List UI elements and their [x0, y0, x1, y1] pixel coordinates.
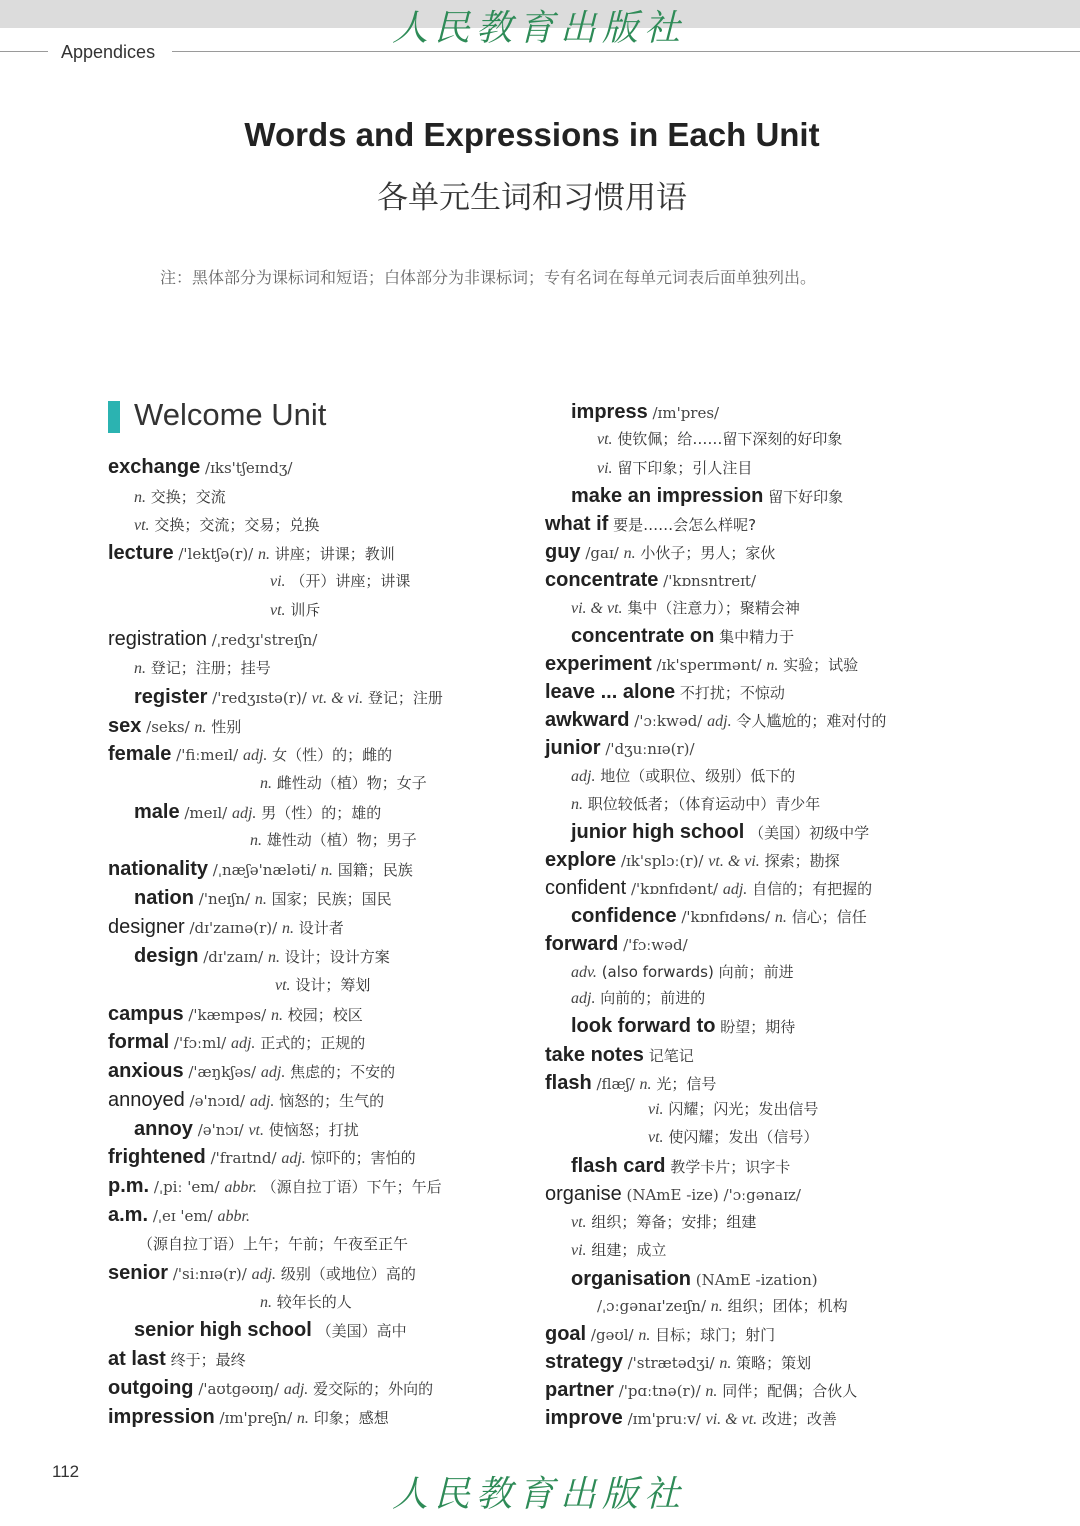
definition: 使恼怒；打扰 [268, 1121, 359, 1139]
part-of-speech: n. [260, 775, 272, 792]
definition: 信心；信任 [791, 908, 867, 926]
headword: look forward to [571, 1015, 716, 1037]
header-rule [0, 51, 48, 52]
glossary-entry [571, 1155, 790, 1178]
headword: strategy [545, 1351, 623, 1373]
phonetic: /'kɒnsntreɪt/ [663, 572, 756, 590]
phonetic: /dɪ'zaɪn/ [203, 948, 264, 966]
glossary-entry [134, 887, 392, 911]
headword: anxious [108, 1060, 184, 1082]
part-of-speech: vi. & vt. [705, 1411, 758, 1428]
phonetic: /dɪ'zaɪnə(r)/ [189, 919, 278, 937]
phonetic: /ˌɔːgənaɪ'zeɪʃn/ [597, 1297, 706, 1315]
definition: 集中精力于 [719, 628, 795, 646]
headword: goal [545, 1323, 587, 1345]
glossary-entry [597, 428, 842, 451]
part-of-speech: n. [705, 1383, 718, 1400]
headword: concentrate on [571, 625, 715, 647]
part-of-speech: vt. [597, 431, 613, 448]
part-of-speech: n. [134, 660, 146, 677]
phonetic: /flæʃ/ [596, 1075, 635, 1093]
glossary-entry [108, 1175, 442, 1199]
definition: 教学卡片；识字卡 [670, 1158, 791, 1176]
glossary-entry [108, 1003, 363, 1027]
part-of-speech: adj. [231, 805, 257, 822]
part-of-speech: n. [639, 1076, 652, 1093]
glossary-entry [108, 743, 392, 767]
definition: 交换；交流；交易；兑换 [154, 516, 320, 534]
glossary-entry [134, 486, 226, 509]
glossary-entry [134, 514, 319, 537]
definition: 终于；最终 [170, 1351, 246, 1369]
glossary-entry [108, 1406, 389, 1430]
phonetic: /'lektʃə(r)/ [178, 545, 254, 563]
part-of-speech: vt. [270, 602, 286, 619]
glossary-entry [108, 1377, 433, 1401]
headword: designer [108, 916, 185, 938]
definition: 光；信号 [656, 1075, 717, 1093]
part-of-speech: vt. [134, 517, 150, 534]
headword: take notes [545, 1044, 644, 1066]
glossary-entry [545, 513, 756, 536]
definition: (also forwards) 向前；前进 [601, 963, 794, 981]
part-of-speech: adj. [722, 881, 748, 898]
phonetic: (NAmE -ize) /'ɔːgənaɪz/ [626, 1186, 801, 1204]
definition: 职位较低者；（体育运动中）青少年 [587, 795, 821, 813]
glossary-entry [134, 686, 443, 710]
glossary-entry [545, 849, 840, 873]
part-of-speech: n. [320, 862, 333, 879]
glossary-entry [108, 1204, 250, 1228]
headword: guy [545, 541, 581, 563]
part-of-speech: n. [260, 1294, 272, 1311]
definition: 男（性）的；雄的 [261, 804, 382, 822]
definition: 闪耀；闪光；发出信号 [668, 1100, 819, 1118]
headword: explore [545, 849, 617, 871]
headword: register [134, 686, 208, 708]
headword: female [108, 743, 172, 765]
headword: formal [108, 1031, 170, 1053]
headword: registration [108, 628, 207, 650]
definition: 性别 [211, 718, 242, 736]
glossary-entry [108, 1089, 384, 1113]
part-of-speech: n. [766, 657, 779, 674]
glossary-entry [270, 599, 320, 622]
glossary-entry [545, 1407, 837, 1431]
glossary-entry [260, 772, 427, 795]
glossary-entry [108, 1031, 365, 1055]
headword: junior high school [571, 821, 745, 843]
definition: 级别（或地位）高的 [280, 1265, 416, 1283]
part-of-speech: n. [774, 909, 787, 926]
part-of-speech: adj. [242, 747, 268, 764]
headword: leave ... alone [545, 681, 676, 703]
headword: partner [545, 1379, 614, 1401]
phonetic: /'fraɪtnd/ [210, 1149, 277, 1167]
definition: 策略；策划 [736, 1354, 812, 1372]
headword: improve [545, 1407, 623, 1429]
phonetic: /seks/ [146, 718, 190, 736]
glossary-entry [545, 1379, 857, 1403]
headword: junior [545, 737, 601, 759]
glossary-entry [571, 1015, 795, 1038]
definition: 印象；感想 [313, 1409, 389, 1427]
phonetic: /'pɑːtnə(r)/ [618, 1382, 701, 1400]
headword: p.m. [108, 1175, 150, 1197]
headword: awkward [545, 709, 630, 731]
unit-title: Welcome Unit [134, 397, 327, 432]
part-of-speech: vi. [648, 1101, 664, 1118]
headword: senior [108, 1262, 169, 1284]
glossary-entry [545, 1351, 811, 1375]
definition: 同伴；配偶；合伙人 [722, 1382, 858, 1400]
glossary-entry [270, 570, 410, 593]
part-of-speech: adj. [283, 1381, 309, 1398]
glossary-entry [545, 1044, 694, 1067]
headword: flash [545, 1072, 592, 1094]
definition: （美国）高中 [316, 1322, 407, 1340]
glossary-entry [571, 485, 843, 508]
definition: 爱交际的；外向的 [313, 1380, 434, 1398]
headword: flash card [571, 1155, 666, 1177]
phonetic: /'neɪʃn/ [198, 890, 251, 908]
headword: annoyed [108, 1089, 185, 1111]
phonetic: /'fiːmeɪl/ [176, 746, 239, 764]
headword: male [134, 801, 180, 823]
glossary-entry [571, 1211, 756, 1234]
phonetic: /'aʊtgəʊɪŋ/ [198, 1380, 280, 1398]
glossary-entry [108, 715, 241, 739]
unit-marker [108, 401, 120, 433]
part-of-speech: n. [258, 546, 271, 563]
definition: 使闪耀；发出（信号） [668, 1128, 819, 1146]
definition: 设计者 [298, 919, 344, 937]
definition: 不打扰；不惊动 [679, 684, 785, 702]
definition: 惊吓的；害怕的 [310, 1149, 416, 1167]
phonetic: /'kɒnfɪdənt/ [630, 880, 719, 898]
glossary-entry [138, 1233, 408, 1255]
part-of-speech: n. [194, 719, 207, 736]
phonetic: /ɪk'splɔː(r)/ [620, 852, 704, 870]
part-of-speech: vi. [571, 1242, 587, 1259]
headword: lecture [108, 542, 174, 564]
phonetic: /ɪks'tʃeɪndʒ/ [205, 459, 293, 477]
glossary-entry [545, 681, 785, 704]
glossary-entry [134, 1319, 407, 1342]
glossary-entry [134, 801, 381, 825]
part-of-speech: vt. & vi. [311, 690, 364, 707]
definition: 改进；改善 [761, 1410, 837, 1428]
headword: organise [545, 1183, 622, 1205]
definition: （源自拉丁语）上午；午前；午夜至正午 [138, 1235, 409, 1253]
definition: 留下印象；引人注目 [617, 459, 753, 477]
glossary-entry [571, 905, 867, 929]
glossary-entry [260, 1291, 352, 1314]
definition: 交换；交流 [150, 488, 226, 506]
part-of-speech: abbr. [224, 1179, 257, 1196]
phonetic: /gaɪ/ [585, 544, 619, 562]
headword: impress [571, 401, 648, 423]
part-of-speech: adj. [571, 768, 596, 785]
glossary-entry [597, 457, 752, 480]
headword: make an impression [571, 485, 764, 507]
definition: 登记；注册 [367, 689, 443, 707]
headword: nation [134, 887, 194, 909]
part-of-speech: adj. [571, 990, 596, 1007]
phonetic: /ˌpiː 'em/ [153, 1178, 220, 1196]
definition: 探索；勘探 [764, 852, 840, 870]
definition: 较年长的人 [276, 1293, 352, 1311]
headword: senior high school [134, 1319, 312, 1341]
headword: nationality [108, 858, 209, 880]
definition: 国籍；民族 [337, 861, 413, 879]
headword: what if [545, 513, 609, 535]
headword: outgoing [108, 1377, 194, 1399]
headword: at last [108, 1348, 166, 1370]
headword: organisation [571, 1268, 692, 1290]
definition: 焦虑的；不安的 [290, 1063, 396, 1081]
phonetic: /'æŋkʃəs/ [188, 1063, 257, 1081]
phonetic: /'redʒɪstə(r)/ [212, 689, 307, 707]
glossary-entry [545, 1183, 801, 1206]
phonetic: /'kæmpəs/ [188, 1006, 267, 1024]
glossary-entry [250, 829, 417, 852]
phonetic: /'strætədʒi/ [627, 1354, 715, 1372]
section-label: Appendices [61, 42, 156, 62]
glossary-entry [571, 1239, 666, 1262]
glossary-entry [571, 821, 869, 844]
legend-note: 注：黑体部分为课标词和短语；白体部分为非课标词；专有名词在每单元词表后面单独列出。 [160, 268, 817, 287]
definition: 令人尴尬的；难对付的 [736, 712, 887, 730]
part-of-speech: abbr. [217, 1208, 250, 1225]
glossary-entry [545, 1323, 775, 1347]
glossary-entry [108, 1348, 246, 1371]
part-of-speech: adj. [249, 1093, 275, 1110]
part-of-speech: n. [296, 1410, 309, 1427]
part-of-speech: n. [719, 1355, 732, 1372]
definition: 组织；团体；机构 [727, 1297, 848, 1315]
part-of-speech: n. [638, 1327, 651, 1344]
page-title-chinese: 各单元生词和习惯用语 [377, 180, 687, 216]
phonetic: /ɪm'pruːv/ [627, 1410, 701, 1428]
headword: a.m. [108, 1204, 149, 1226]
phonetic: /'fɔːml/ [173, 1034, 227, 1052]
part-of-speech: n. [267, 949, 280, 966]
glossary-entry [275, 974, 370, 997]
part-of-speech: vi. [270, 573, 286, 590]
phonetic: /ə'nɔɪ/ [197, 1121, 244, 1139]
part-of-speech: adj. [281, 1150, 306, 1167]
glossary-entry [545, 653, 858, 677]
phonetic: /ɪk'sperɪmənt/ [656, 656, 762, 674]
definition: 雌性动（植）物；女子 [276, 774, 427, 792]
part-of-speech: n. [281, 920, 294, 937]
phonetic: (NAmE -ization) [695, 1271, 818, 1289]
definition: 集中（注意力）；聚精会神 [627, 599, 800, 617]
phonetic: /'kɒnfɪdəns/ [681, 908, 771, 926]
definition: 小伙子；男人；家伙 [640, 544, 776, 562]
glossary-entry [545, 569, 756, 592]
phonetic: /'siːnɪə(r)/ [172, 1265, 247, 1283]
phonetic: /ɪm'preʃn/ [219, 1409, 293, 1427]
definition: 留下好印象 [768, 488, 844, 506]
page-number: 112 [52, 1462, 80, 1481]
definition: 训斥 [290, 601, 321, 619]
glossary-entry [108, 858, 413, 882]
glossary-entry [108, 1060, 395, 1084]
part-of-speech: adj. [251, 1266, 277, 1283]
definition: 登记；注册；挂号 [150, 659, 271, 677]
definition: 恼怒的；生气的 [279, 1092, 385, 1110]
definition: 校园；校区 [287, 1006, 363, 1024]
page-title: Words and Expressions in Each Unit [244, 116, 820, 153]
part-of-speech: adj. [260, 1064, 286, 1081]
headword: confident [545, 877, 627, 899]
definition: （美国）初级中学 [749, 824, 870, 842]
glossary-entry [597, 1295, 848, 1318]
glossary-entry [545, 877, 872, 901]
part-of-speech: n. [134, 489, 146, 506]
glossary-entry [571, 961, 794, 984]
definition: 向前的；前进的 [600, 989, 706, 1007]
headword: frightened [108, 1146, 206, 1168]
glossary-entry [108, 456, 292, 479]
definition: 讲座；讲课；教训 [274, 545, 395, 563]
glossary-entry [108, 916, 344, 940]
glossary-entry [108, 1146, 416, 1170]
part-of-speech: vt. & vi. [708, 853, 760, 870]
definition: 要是……会怎么样呢? [613, 516, 757, 534]
definition: 实验；试验 [783, 656, 859, 674]
headword: confidence [571, 905, 677, 927]
part-of-speech: vi. & vt. [571, 600, 623, 617]
glossary-entry [108, 628, 317, 651]
definition: 自信的；有把握的 [752, 880, 873, 898]
glossary-entry [648, 1126, 818, 1149]
definition: （开）讲座；讲课 [290, 572, 411, 590]
headword: experiment [545, 653, 652, 675]
part-of-speech: adj. [230, 1035, 256, 1052]
part-of-speech: n. [270, 1007, 283, 1024]
glossary-entry [571, 597, 800, 620]
definition: 使钦佩；给……留下深刻的好印象 [617, 430, 843, 448]
definition: 正式的；正规的 [260, 1034, 366, 1052]
part-of-speech: adj. [707, 713, 732, 730]
glossary-entry [545, 1072, 716, 1096]
phonetic: /meɪl/ [184, 804, 228, 822]
glossary-entry [571, 625, 794, 648]
glossary-entry [108, 1262, 416, 1286]
definition: 记笔记 [648, 1047, 694, 1065]
definition: 国家；民族；国民 [271, 890, 392, 908]
part-of-speech: n. [571, 796, 583, 813]
glossary-entry [134, 945, 390, 969]
headword: annoy [134, 1118, 193, 1140]
publisher-watermark: 人民教育出版社 [392, 1474, 687, 1515]
glossary-entry [571, 765, 795, 788]
part-of-speech: vt. [275, 977, 291, 994]
glossary-entry [545, 933, 688, 956]
glossary-entry [571, 793, 820, 816]
header-rule [172, 51, 1080, 52]
phonetic: /ˌredʒɪ'streɪʃn/ [211, 631, 318, 649]
glossary-entry [571, 1268, 818, 1291]
definition: 盼望；期待 [720, 1018, 796, 1036]
glossary-entry [108, 542, 395, 566]
definition: 设计；设计方案 [284, 948, 390, 966]
phonetic: /ɪm'pres/ [652, 404, 720, 422]
glossary-entry [545, 541, 775, 565]
part-of-speech: n. [254, 891, 267, 908]
part-of-speech: vt. [648, 1129, 664, 1146]
glossary-entry [648, 1098, 818, 1121]
headword: design [134, 945, 199, 967]
headword: forward [545, 933, 619, 955]
definition: 组建；成立 [591, 1241, 667, 1259]
glossary-entry [545, 709, 886, 733]
headword: exchange [108, 456, 201, 478]
phonetic: /gəʊl/ [590, 1326, 634, 1344]
phonetic: /ˌnæʃə'næləti/ [212, 861, 317, 879]
definition: 地位（或职位、级别）低下的 [600, 767, 796, 785]
part-of-speech: n. [710, 1298, 723, 1315]
phonetic: /ˌeɪ 'em/ [152, 1207, 213, 1225]
phonetic: /'ɔːkwəd/ [634, 712, 703, 730]
glossary-entry [571, 987, 705, 1010]
part-of-speech: vi. [597, 460, 613, 477]
headword: impression [108, 1406, 215, 1428]
glossary-entry [134, 1118, 359, 1142]
phonetic: /'dʒuːnɪə(r)/ [605, 740, 695, 758]
part-of-speech: vt. [571, 1214, 587, 1231]
publisher-watermark: 人民教育出版社 [392, 8, 687, 49]
glossary-entry [134, 657, 271, 680]
definition: 目标；球门；射门 [655, 1326, 776, 1344]
phonetic: /'fɔːwəd/ [623, 936, 688, 954]
definition: 组织；筹备；安排；组建 [591, 1213, 757, 1231]
headword: campus [108, 1003, 184, 1025]
part-of-speech: adv. [571, 964, 597, 981]
glossary-entry [571, 401, 719, 424]
definition: 女（性）的；雌的 [272, 746, 393, 764]
phonetic: /ə'nɔɪd/ [189, 1092, 246, 1110]
definition: （源自拉丁语）下午；午后 [261, 1178, 442, 1196]
headword: sex [108, 715, 142, 737]
headword: concentrate [545, 569, 659, 591]
part-of-speech: n. [623, 545, 636, 562]
part-of-speech: vt. [248, 1122, 264, 1139]
definition: 设计；筹划 [295, 976, 371, 994]
glossary-entry [545, 737, 695, 760]
definition: 雄性动（植）物；男子 [266, 831, 417, 849]
part-of-speech: n. [250, 832, 262, 849]
